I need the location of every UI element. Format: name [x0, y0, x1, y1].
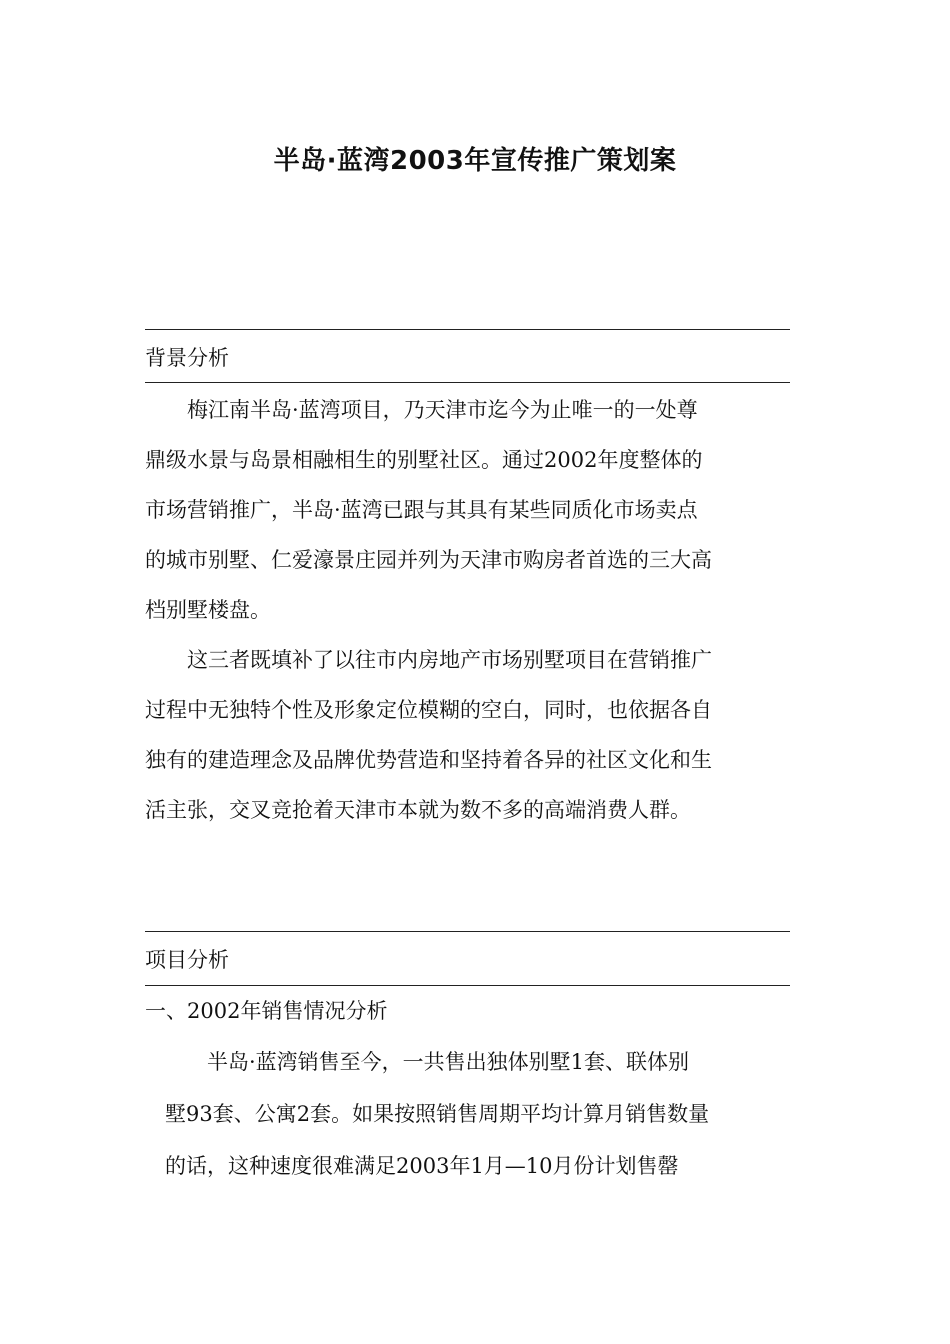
document-title: 半岛·蓝湾2003年宣传推广策划案: [273, 146, 677, 176]
text-line: 独有的建造理念及品牌优势营造和坚持着各异的社区文化和生: [145, 748, 712, 772]
text-line: 的话，这种速度很难满足2003年1月—10月份计划售罄: [165, 1154, 679, 1178]
section-heading-project: 项目分析: [145, 948, 229, 972]
section-divider-top: [145, 931, 790, 932]
text-line: 活主张，交叉竞抢着天津市本就为数不多的高端消费人群。: [145, 798, 691, 822]
text-line: 档别墅楼盘。: [145, 598, 271, 622]
text-line: 过程中无独特个性及形象定位模糊的空白，同时，也依据各自: [145, 698, 712, 722]
text-line: 鼎级水景与岛景相融相生的别墅社区。通过2002年度整体的: [145, 448, 703, 472]
subsection-heading-sales: 一、2002年销售情况分析: [145, 999, 388, 1023]
section-divider-bottom: [145, 382, 790, 383]
background-paragraph-1: [145, 385, 790, 635]
text-line: 墅93套、公寓2套。如果按照销售周期平均计算月销售数量: [165, 1102, 710, 1126]
section-divider-bottom: [145, 985, 790, 986]
text-line: 这三者既填补了以往市内房地产市场别墅项目在营销推广: [187, 648, 712, 672]
text-line: 半岛·蓝湾销售至今，一共售出独体别墅1套、联体别: [207, 1050, 690, 1074]
text-line: 梅江南半岛·蓝湾项目，乃天津市迄今为止唯一的一处尊: [187, 398, 698, 422]
text-line: 市场营销推广，半岛·蓝湾已跟与其具有某些同质化市场卖点: [145, 498, 698, 522]
section-divider-top: [145, 329, 790, 330]
section-heading-background: 背景分析: [145, 346, 229, 370]
background-paragraph-2: [145, 635, 790, 835]
text-line: 的城市别墅、仁爱濠景庄园并列为天津市购房者首选的三大高: [145, 548, 712, 572]
sales-paragraph: [165, 1036, 790, 1192]
